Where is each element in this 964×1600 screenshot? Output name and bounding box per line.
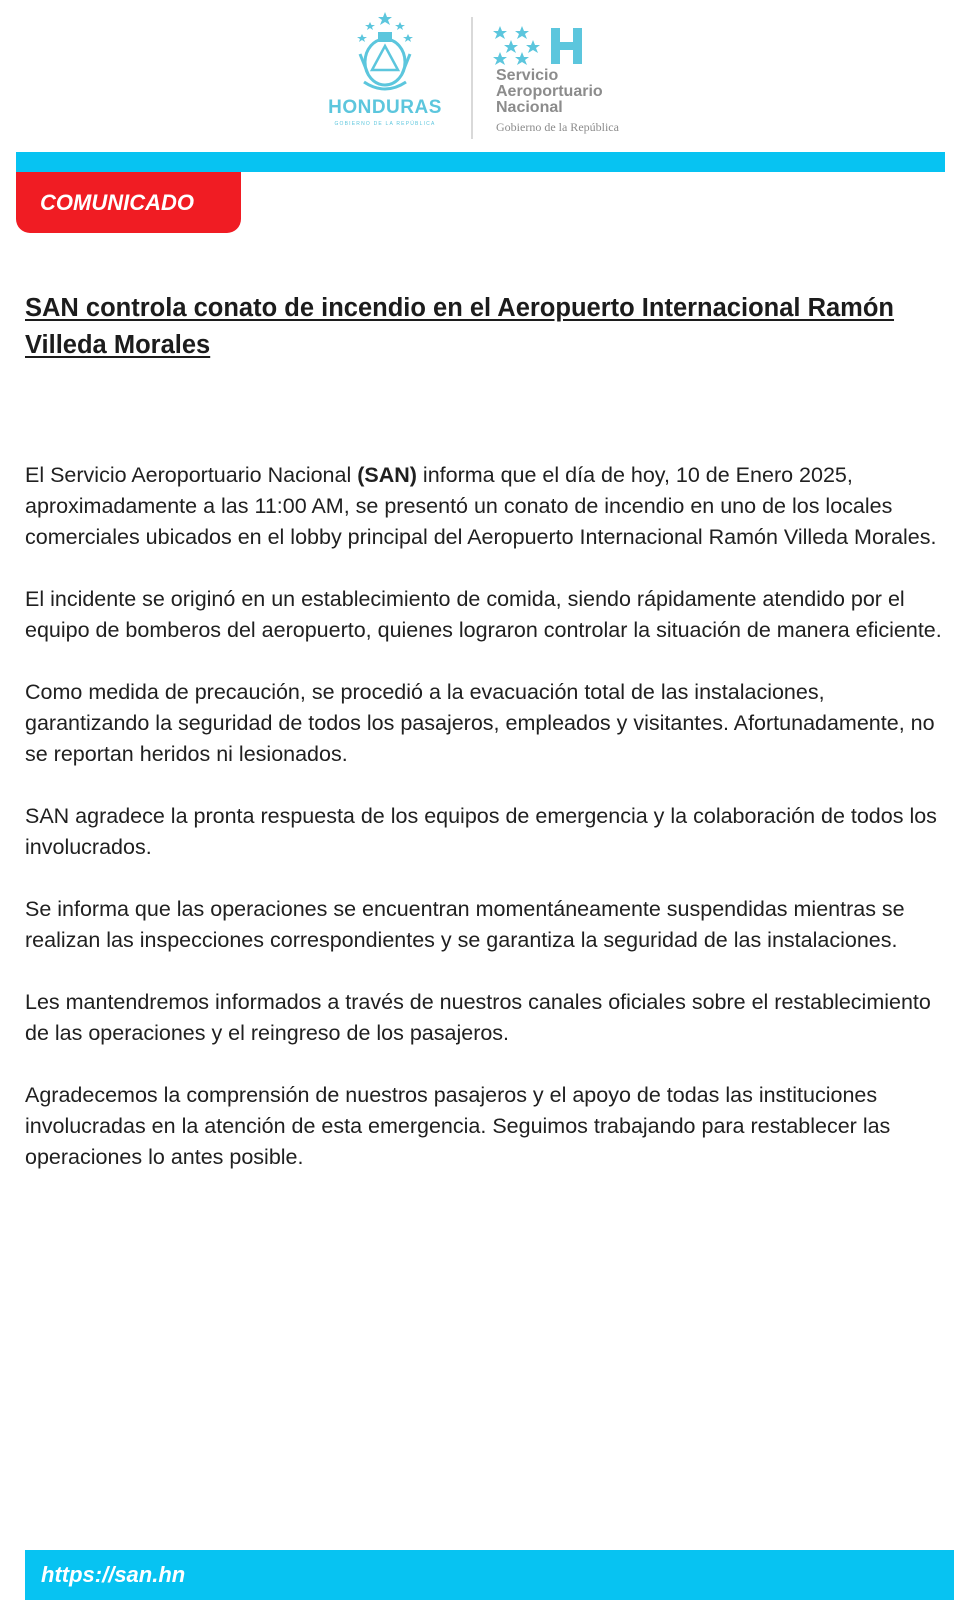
coat-of-arms-icon <box>350 10 420 95</box>
honduras-name: HONDURAS <box>328 97 442 118</box>
stars-h-icon <box>488 24 598 66</box>
paragraph-3: Como medida de precaución, se procedió a la evacuación total de las instalaciones, garantizando la seguridad de todos los pasajeros, empleados y visitantes. Afortunadamente, no se reportan heridos ni lesionados. <box>25 680 935 766</box>
san-name-line: Nacional <box>496 99 563 116</box>
footer-url[interactable]: https://san.hn <box>41 1562 186 1587</box>
page-title: SAN controla conato de incendio en el Aeropuerto Internacional Ramón Villeda Morales <box>25 294 895 359</box>
paragraph-text: informa que el día de hoy, 10 de Enero 2025, aproximadamente a las 11:00 AM, se presentó un conato de incendio en uno de los locales comerciales ubicados en el lobby principal del Aeropuerto Internacional Ramón Villeda Morales. <box>25 463 937 549</box>
paragraph-5: Se informa que las operaciones se encuentran momentáneamente suspendidas mientras se realizan las inspecciones correspondientes y se garantiza la seguridad de las instalaciones. <box>25 897 905 952</box>
san-logo <box>496 24 656 139</box>
paragraph-text: El Servicio Aeroportuario Nacional <box>25 463 358 487</box>
footer-bar <box>25 1550 954 1600</box>
paragraph-4: SAN agradece la pronta respuesta de los equipos de emergencia y la colaboración de todos los involucrados. <box>25 804 937 859</box>
paragraph-1 <box>25 460 950 553</box>
paragraph-6: Les mantendremos informados a través de nuestros canales oficiales sobre el restablecimiento de las operaciones y el reingreso de los pasajeros. <box>25 990 931 1045</box>
honduras-logo <box>325 10 445 135</box>
paragraph-2: El incidente se originó en un establecimiento de comida, siendo rápidamente atendido por el equipo de bomberos del aeropuerto, quienes lograron controlar la situación de manera eficiente. <box>25 587 942 642</box>
honduras-subtitle: GOBIERNO DE LA REPÚBLICA <box>334 121 436 127</box>
paragraph-7: Agradecemos la comprensión de nuestros pasajeros y el apoyo de todas las instituciones involucradas en la atención de esta emergencia. Seguimos trabajando para restablecer las operaciones lo antes posible. <box>25 1083 891 1169</box>
san-name <box>496 68 603 116</box>
san-name-line: Servicio <box>496 67 559 84</box>
communique-badge <box>16 172 241 233</box>
badge-label: COMUNICADO <box>40 190 194 215</box>
logo-divider <box>471 17 473 139</box>
san-government: Gobierno de la República <box>496 120 619 134</box>
san-acronym: (SAN) <box>357 463 417 487</box>
header <box>0 0 964 150</box>
accent-bar <box>16 152 945 172</box>
communique-body <box>25 460 950 1204</box>
san-name-line: Aeroportuario <box>496 83 603 100</box>
